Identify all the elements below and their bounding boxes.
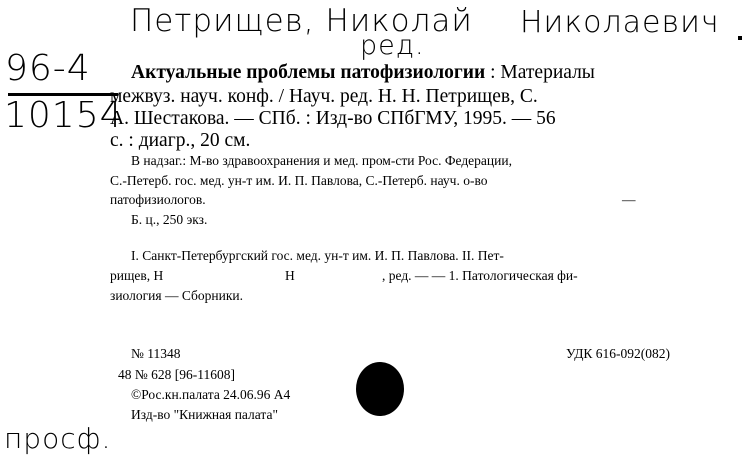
ink-blot <box>356 362 404 416</box>
handwritten-shelf-bottom: 10154 <box>4 95 124 136</box>
nadzag-mark: — <box>622 192 636 207</box>
record-number: № 11348 <box>131 346 181 361</box>
handwritten-author: Петрищев, Николай <box>130 3 473 39</box>
handwritten-role: ред. <box>360 30 425 61</box>
udc-code: УДК 616-092(082) <box>566 346 671 361</box>
entries-line-3: зиология — Сборники. <box>110 288 243 303</box>
title-line <box>131 62 595 84</box>
handwritten-shelf-top: 96-4 <box>5 48 91 89</box>
title-bold: Актуальные проблемы патофизиологии <box>131 62 486 83</box>
registration-line: 48 № 628 [96-11608] <box>118 367 235 382</box>
price-line: Б. ц., 250 экз. <box>131 212 208 227</box>
edge-mark <box>738 36 742 40</box>
handwritten-patronymic: Николаевич <box>520 5 720 40</box>
publisher-line: Изд-во "Книжная палата" <box>131 407 278 422</box>
record-line-4: с. : диагр., 20 см. <box>110 130 251 151</box>
entries-line-1: I. Санкт-Петербургский гос. мед. ун-т им. И. П. Павлова. II. Пет- <box>131 248 504 263</box>
copyright-line: ©Рос.кн.палата 24.06.96 А4 <box>131 387 291 402</box>
entries-line-2c: , ред. — — 1. Патологическая фи- <box>382 268 578 283</box>
entries-line-2b: Н <box>285 268 295 283</box>
handwritten-note: просф. <box>4 422 112 455</box>
entries-line-2a: рищев, Н <box>110 268 164 283</box>
record-line-2: межвуз. науч. конф. / Науч. ред. Н. Н. Петрищев, С. <box>110 86 538 107</box>
nadzag-line-3: патофизиологов. <box>110 192 206 207</box>
nadzag-line-2: С.-Петерб. гос. мед. ун-т им. И. П. Павлова, С.-Петерб. науч. о-во <box>110 173 488 188</box>
record-line-3: А. Шестакова. — СПб. : Изд-во СПбГМУ, 1995. — 56 <box>110 108 556 129</box>
title-rest: : Материалы <box>485 62 595 83</box>
nadzag-line-1: В надзаг.: М-во здравоохранения и мед. пром-сти Рос. Федерации, <box>131 153 512 168</box>
